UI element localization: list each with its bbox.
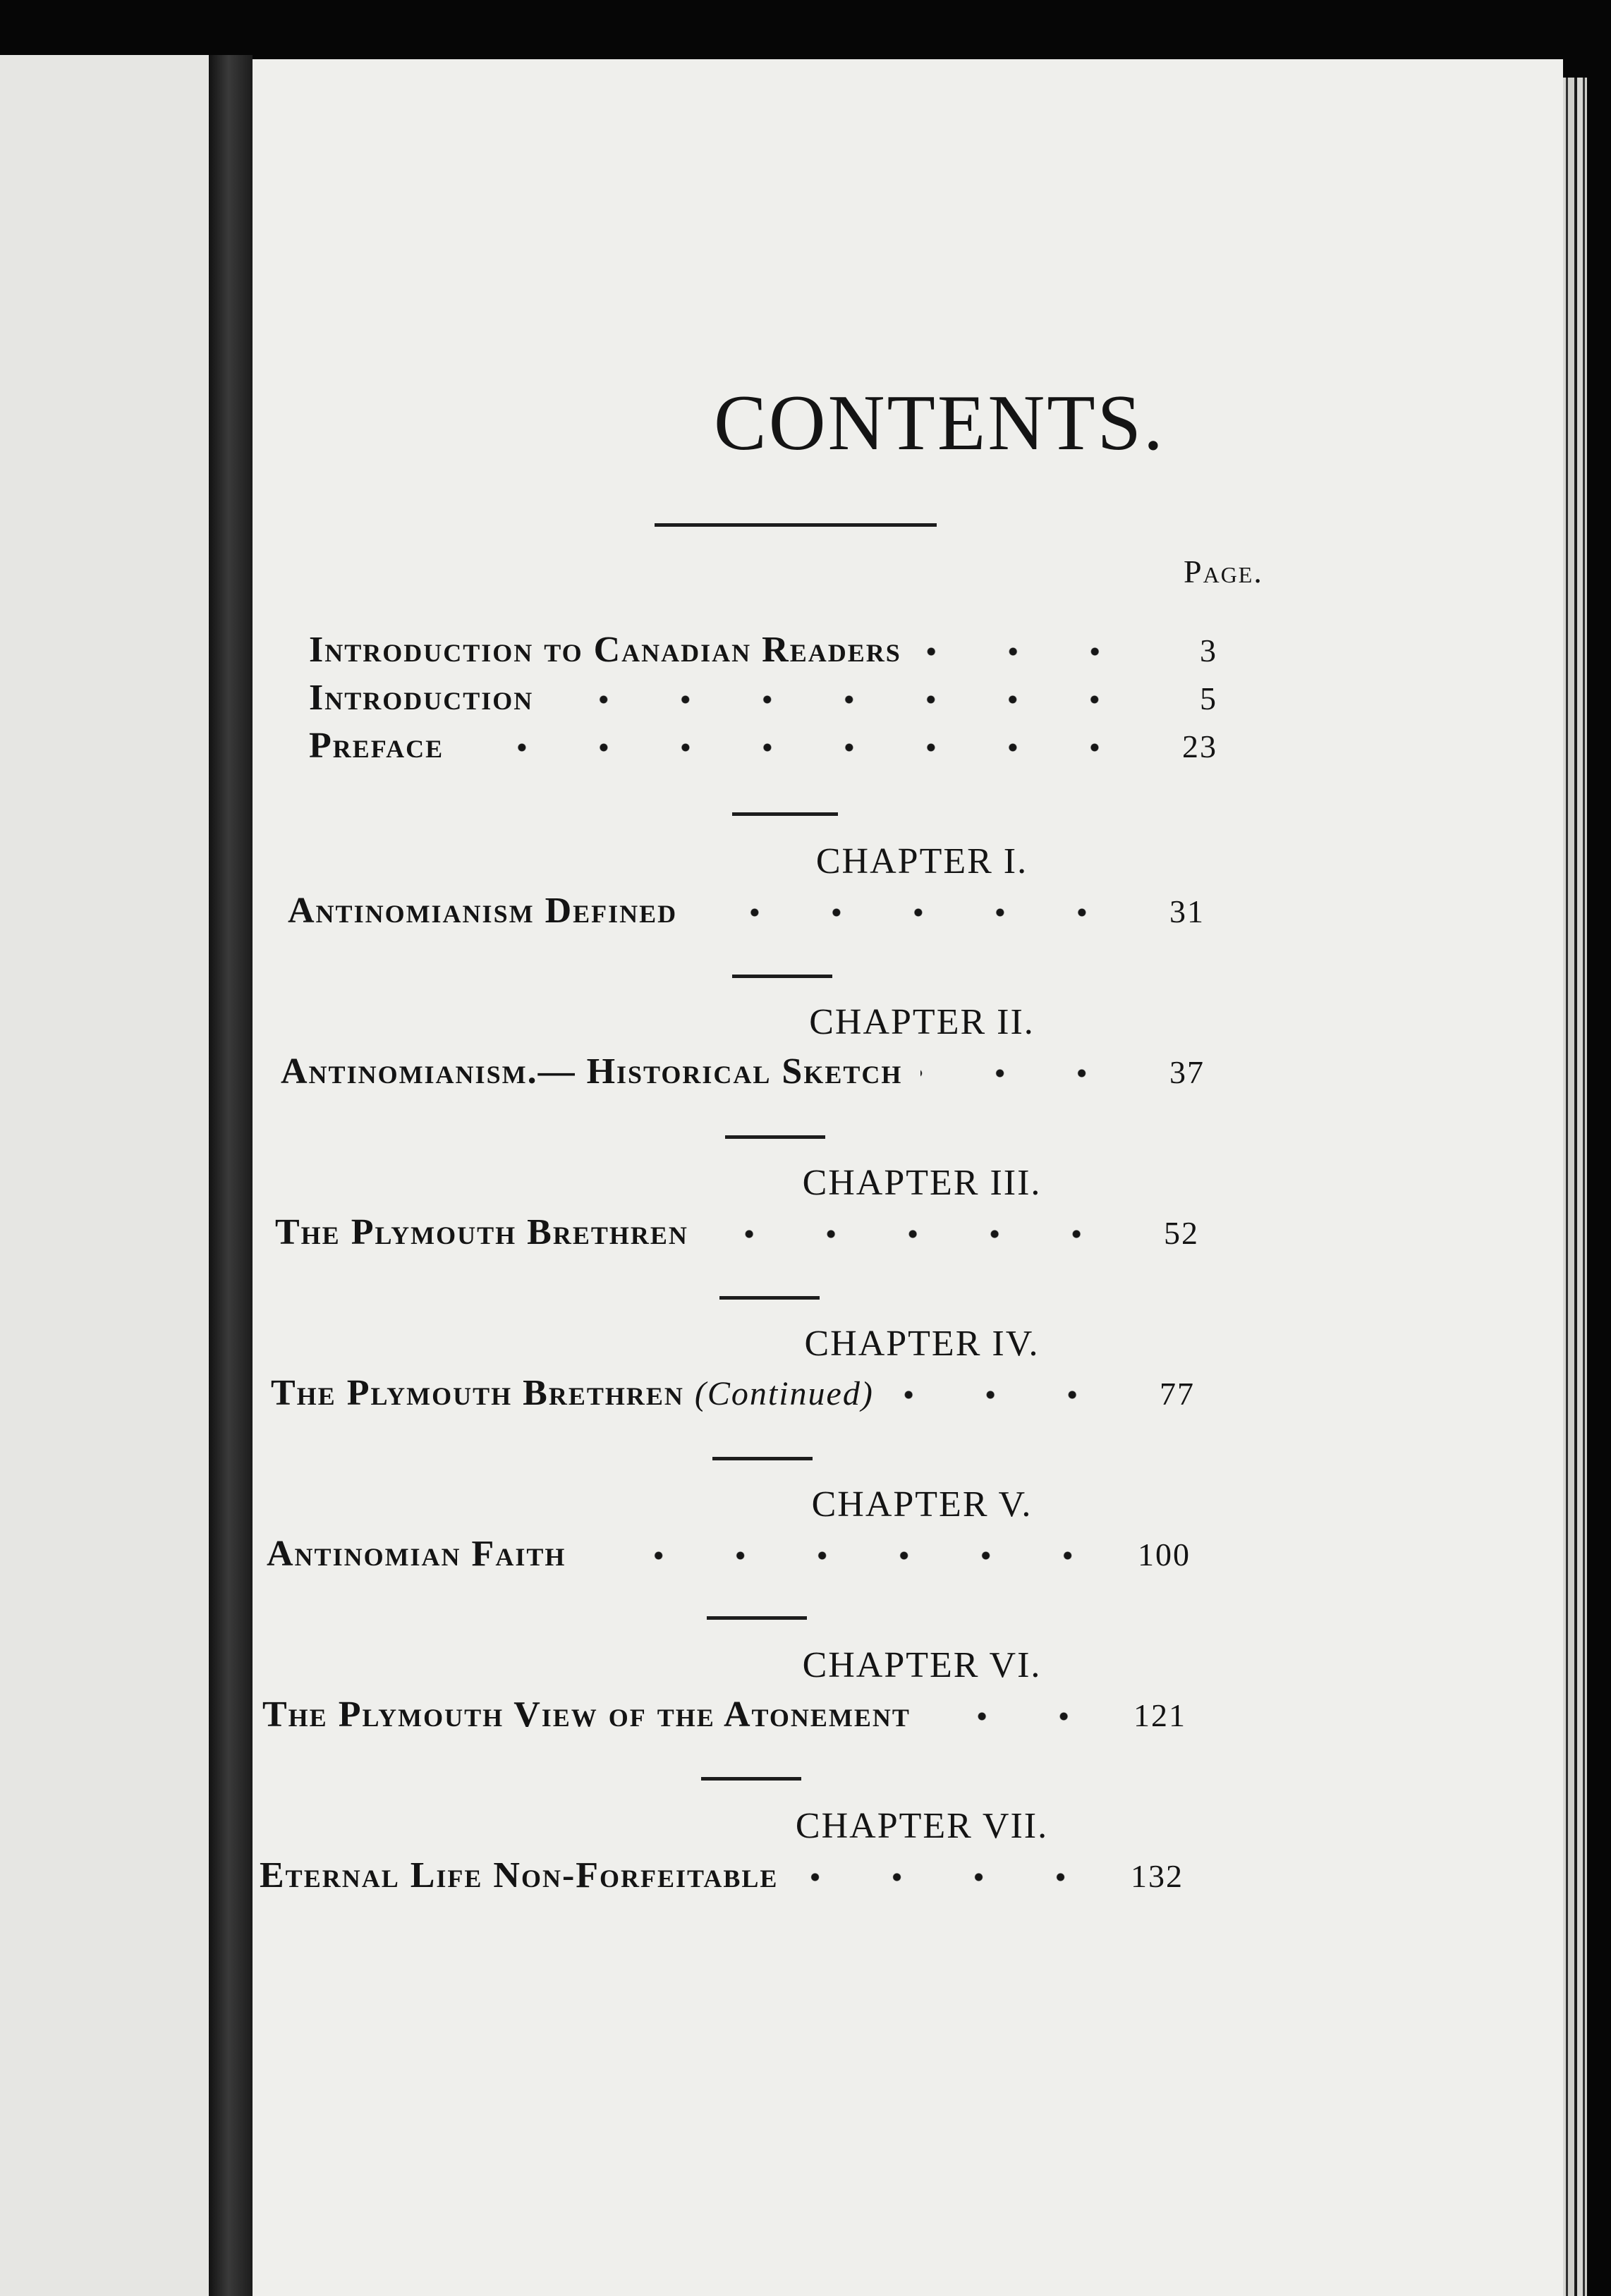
toc-entry [262, 1694, 1186, 1739]
toc-entry-page: 77 [1160, 1376, 1195, 1412]
page-title: CONTENTS. [714, 379, 1165, 467]
toc-entry-page: 23 [1182, 728, 1217, 764]
section-rule [707, 1616, 807, 1620]
toc-entry-page: 5 [1200, 680, 1217, 716]
toc-entry [309, 629, 1217, 674]
chapter-heading: CHAPTER III. [802, 1163, 1042, 1203]
chapter-heading: CHAPTER V. [811, 1484, 1033, 1525]
toc-entry-page: 31 [1169, 893, 1205, 929]
toc-entry [267, 1533, 1191, 1578]
toc-entry [275, 1211, 1199, 1257]
dot-leader [462, 743, 1136, 752]
title-rule [655, 523, 937, 527]
toc-entry-label: The Plymouth View of the Atonement [262, 1694, 911, 1735]
toc-entry-label-text: The Plymouth Brethren [271, 1373, 684, 1413]
toc-entry [309, 725, 1217, 770]
toc-entry-label: Preface [309, 726, 444, 766]
page-column-heading: Page. [1184, 554, 1263, 590]
toc-entry-page: 37 [1169, 1054, 1205, 1090]
chapter-heading: CHAPTER II. [809, 1002, 1035, 1042]
toc-entry-label: The Plymouth Brethren [275, 1212, 688, 1252]
toc-entry [281, 1051, 1205, 1096]
dot-leader [920, 647, 1136, 657]
contents-page [253, 59, 1563, 2296]
chapter-heading: CHAPTER IV. [804, 1324, 1040, 1364]
toc-entry-label-suffix: (Continued) [694, 1375, 874, 1412]
chapter-heading: CHAPTER VI. [802, 1645, 1042, 1685]
chapter-heading: CHAPTER VII. [795, 1806, 1049, 1846]
section-rule [725, 1135, 825, 1139]
section-rule [701, 1777, 801, 1781]
toc-entry-label: Antinomianism.— Historical Sketch [281, 1051, 903, 1092]
toc-entry [260, 1855, 1184, 1900]
dot-leader [892, 1390, 1113, 1400]
toc-entry [288, 890, 1205, 935]
toc-entry-label: Introduction to Canadian Readers [309, 630, 901, 670]
chapter-heading: CHAPTER I. [815, 841, 1028, 881]
section-rule [732, 975, 832, 978]
section-rule [712, 1457, 813, 1460]
dot-leader [552, 695, 1136, 704]
dot-leader [695, 908, 1123, 917]
section-rule [732, 812, 838, 816]
toc-entry-label: Introduction [309, 678, 534, 718]
toc-entry-label: Antinomianism Defined [288, 891, 678, 931]
toc-entry-page: 121 [1133, 1697, 1186, 1733]
dot-leader [796, 1872, 1102, 1882]
dot-leader [707, 1229, 1117, 1239]
toc-entry-page: 132 [1131, 1858, 1184, 1894]
book-spine [209, 55, 253, 2296]
toc-entry-page: 3 [1200, 633, 1217, 668]
toc-entry [309, 677, 1217, 722]
toc-entry [271, 1372, 1195, 1417]
facing-page [0, 55, 209, 2296]
dot-leader [929, 1711, 1105, 1721]
toc-entry-page: 52 [1164, 1215, 1199, 1251]
toc-entry-label: Eternal Life Non-Forfeitable [260, 1855, 779, 1895]
section-rule [719, 1296, 820, 1300]
dot-leader [920, 1068, 1123, 1078]
toc-entry-page: 100 [1138, 1537, 1191, 1573]
toc-entry-label [271, 1372, 874, 1414]
dot-leader [584, 1551, 1109, 1561]
toc-entry-label: Antinomian Faith [267, 1534, 566, 1574]
